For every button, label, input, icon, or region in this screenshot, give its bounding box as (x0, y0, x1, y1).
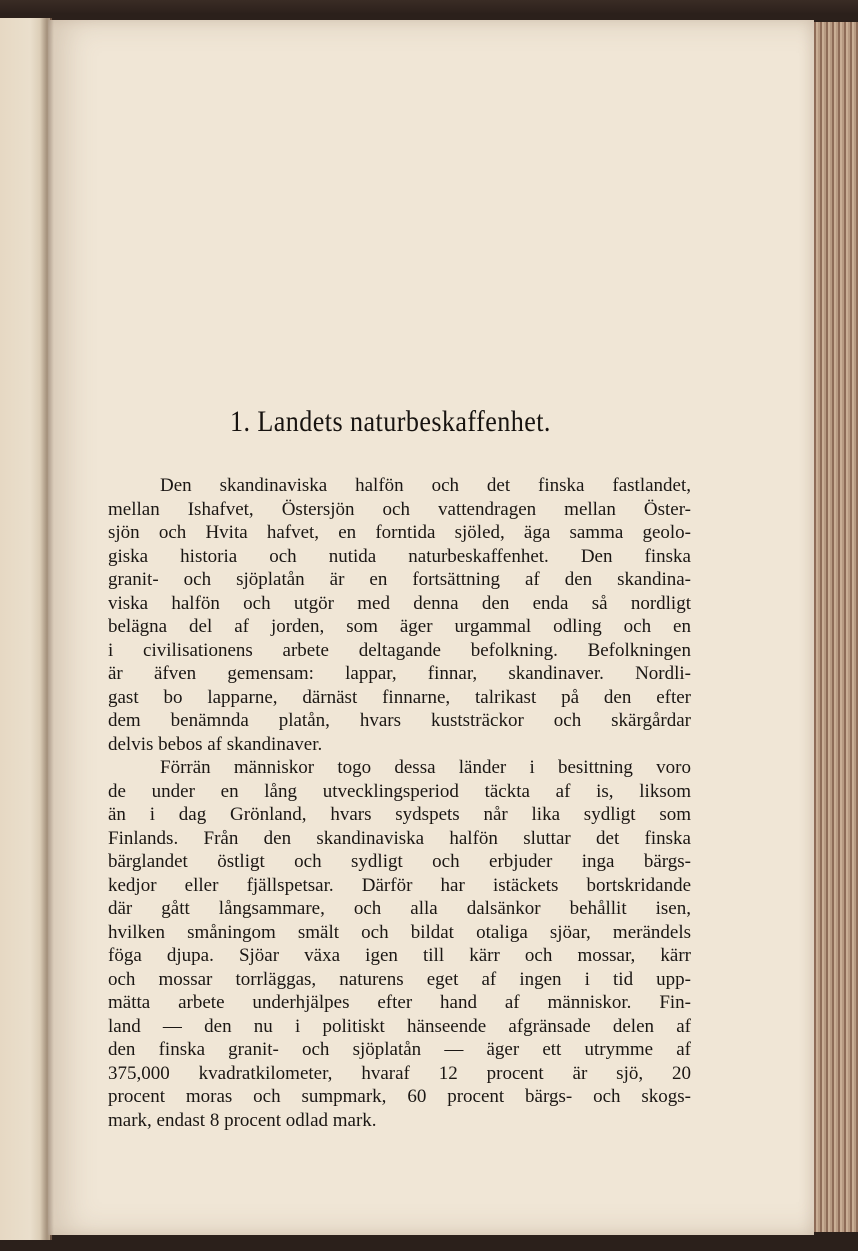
text-line: dem benämnda platån, hvars kuststräckor och skärgårdar (108, 710, 691, 731)
text-line: granit- och sjöplatån är en fortsättning af den skandina- (108, 569, 691, 590)
text-line: de under en lång utvecklingsperiod täckta af is, liksom (108, 780, 691, 802)
text-line: belägna del af jorden, som äger urgammal odling och en (108, 616, 691, 637)
text-line: 375,000 kvadratkilometer, hvaraf 12 procent är sjö, 20 (108, 1062, 691, 1084)
text-line: hvilken småningom smält och bildat otaliga sjöar, merändels (108, 921, 691, 943)
text-line: gast bo lapparne, därnäst finnarne, talrikast på den efter (108, 686, 691, 708)
text-line: mellan Ishafvet, Östersjön och vattendragen mellan Öster- (108, 498, 691, 520)
text-line: än i dag Grönland, hvars sydspets når lika sydligt som (108, 804, 691, 825)
text-line: och mossar torrläggas, naturens eget af ingen i tid upp- (108, 968, 691, 990)
text-line: kedjor eller fjällspetsar. Därför har istäckets bortskridande (108, 874, 691, 896)
body-text (108, 474, 691, 1132)
page-stack-edge (812, 22, 858, 1232)
text-line: mätta arbete underhjälpes efter hand af människor. Fin- (108, 992, 691, 1013)
text-line: Finlands. Från den skandinaviska halfön sluttar det finska (108, 827, 691, 849)
text-line: är äfven gemensam: lappar, finnar, skandinaver. Nordli- (108, 663, 691, 684)
text-line: den finska granit- och sjöplatån — äger ett utrymme af (108, 1039, 691, 1060)
text-line: Den skandinaviska halfön och det finska fastlandet, (160, 475, 691, 496)
text-line: land — den nu i politiskt hänseende afgränsade delen af (108, 1015, 691, 1037)
text-line: mark, endast 8 procent odlad mark. (108, 1109, 377, 1131)
text-line: där gått långsammare, och alla dalsänkor behållit isen, (108, 898, 691, 919)
text-line: Förrän människor togo dessa länder i besittning voro (160, 757, 691, 778)
book-edge (0, 0, 858, 14)
text-line: delvis bebos af skandinaver. (108, 733, 323, 755)
text-line: giska historia och nutida naturbeskaffenhet. Den finska (108, 545, 691, 567)
text-line: föga djupa. Sjöar växa igen till kärr och mossar, kärr (108, 945, 691, 966)
spine-shadow (40, 18, 54, 1240)
text-line: sjön och Hvita hafvet, en forntida sjöled, äga samma geolo- (108, 522, 691, 543)
text-line: bärglandet östligt och sydligt och erbjuder inga bärgs- (108, 851, 691, 872)
text-line: i civilisationens arbete deltagande befolkning. Befolkningen (108, 639, 691, 661)
text-line: procent moras och sumpmark, 60 procent bärgs- och skogs- (108, 1086, 691, 1107)
section-heading: 1. Landets naturbeskaffenhet. (230, 405, 551, 438)
text-line: viska halfön och utgör med denna den enda så nordligt (108, 592, 691, 614)
